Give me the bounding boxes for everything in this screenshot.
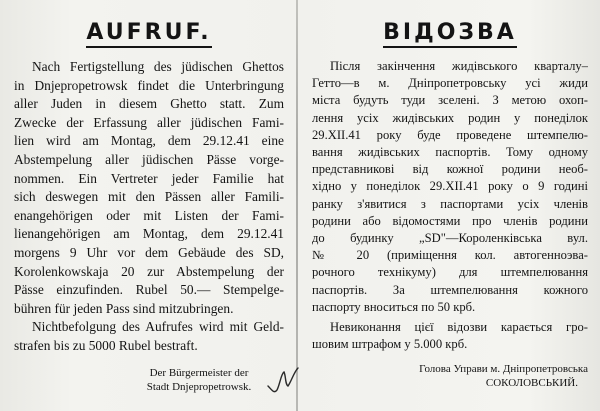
german-line: nommen. Ein Vertreter jeder Familie hat <box>14 170 284 186</box>
german-line: bühren für jeden Pass sind mitzubringen. <box>14 300 234 316</box>
german-line: Pässe einzufinden. Rubel 50.— Stempelge- <box>14 282 284 298</box>
german-line: aller Juden in diesem Ghetto statt. Zum <box>14 96 284 112</box>
ukrainian-column <box>312 0 588 411</box>
german-title <box>14 18 284 48</box>
ukrainian-line: хідно у понеділок 29.ХІІ.41 року о 9 годині <box>312 179 588 194</box>
handwritten-scrawl-mark <box>264 360 304 400</box>
ukrainian-line: міста будуть туди зселені. З метою охоп- <box>312 93 588 108</box>
german-line: Korolenkowskaja 20 zur Abstempelung der <box>14 263 284 279</box>
german-line: in Dnjepropetrowsk findet die Unterbringung <box>14 77 284 93</box>
german-title-text: AUFRUF. <box>86 20 211 48</box>
ukrainian-signature-line: СОКОЛОВСЬКИЙ. <box>485 377 578 389</box>
ukrainian-line: лення усіх жидівських родин у понеділок <box>312 110 588 125</box>
german-line: sich deswegen mit den Pässen aller Famili- <box>14 189 284 205</box>
german-line: lien wird am Montag, dem 29.12.41 eine <box>14 133 284 149</box>
german-signature-line: Der Bürgermeister der <box>149 367 249 379</box>
german-column <box>14 0 284 411</box>
ukrainian-body <box>312 58 588 353</box>
ukrainian-line: ранку з'явитися з паспортами усіх членів <box>312 196 588 211</box>
ukrainian-line: родини або відомостями про членів родини <box>312 213 588 228</box>
ukrainian-line: 29.ХІІ.41 року буде проведене штемпелю- <box>312 127 588 142</box>
ukrainian-line: № 20 (приміщення кол. автогенноэва- <box>312 248 588 263</box>
ukrainian-line: паспорту вноситься по 50 крб. <box>312 299 476 314</box>
german-line: Nach Fertigstellung des jüdischen Ghettos <box>32 59 284 74</box>
ukrainian-line: вання жидівських паспортів. Тому одному <box>312 145 588 160</box>
german-signature <box>114 366 284 394</box>
ukrainian-signature <box>372 362 588 390</box>
ukrainian-line: паспортів. За штемпелювання кожного <box>312 282 588 297</box>
ukrainian-line: Гетто—в м. Дніпропетровську усі жиди <box>312 76 588 91</box>
german-body <box>14 58 284 356</box>
german-signature-line: Stadt Dnjepropetrowsk. <box>146 381 252 393</box>
ukrainian-title-text: ВІДОЗВА <box>383 20 517 48</box>
ukrainian-line: представникові від кожної родини необ- <box>312 162 588 177</box>
ukrainian-line: Після закінчення жидівського кварталу– <box>330 59 588 73</box>
german-line: morgens 9 Uhr vor dem Gebäude des SD, <box>14 244 284 260</box>
german-line: Abstempelung aller jüdischen Pässe vorge- <box>14 151 284 167</box>
column-divider <box>296 0 298 411</box>
german-line: enangehörigen oder mit Listen der Fami- <box>14 207 284 223</box>
ukrainian-line: Невиконання цієї відозви карається гро- <box>330 320 588 335</box>
german-line: strafen bis zu 5000 Rubel bestraft. <box>14 337 198 353</box>
german-line: lienangehörigen am Montag, dem 29.12.41 <box>14 226 284 242</box>
ukrainian-title <box>312 18 588 48</box>
ukrainian-line: рочного технікуму) для штемпелювання <box>312 265 588 280</box>
ukrainian-line: шовим штрафом у 5.000 крб. <box>312 337 468 352</box>
ukrainian-signature-line: Голова Управи м. Дніпропетровська <box>419 363 588 375</box>
german-line: Zwecke der Erfassung aller jüdischen Fami- <box>14 114 284 130</box>
german-line: Nichtbefolgung des Aufrufes wird mit Geld- <box>32 319 284 335</box>
ukrainian-line: до будинку „SD"—Короленківська вул. <box>312 231 588 246</box>
